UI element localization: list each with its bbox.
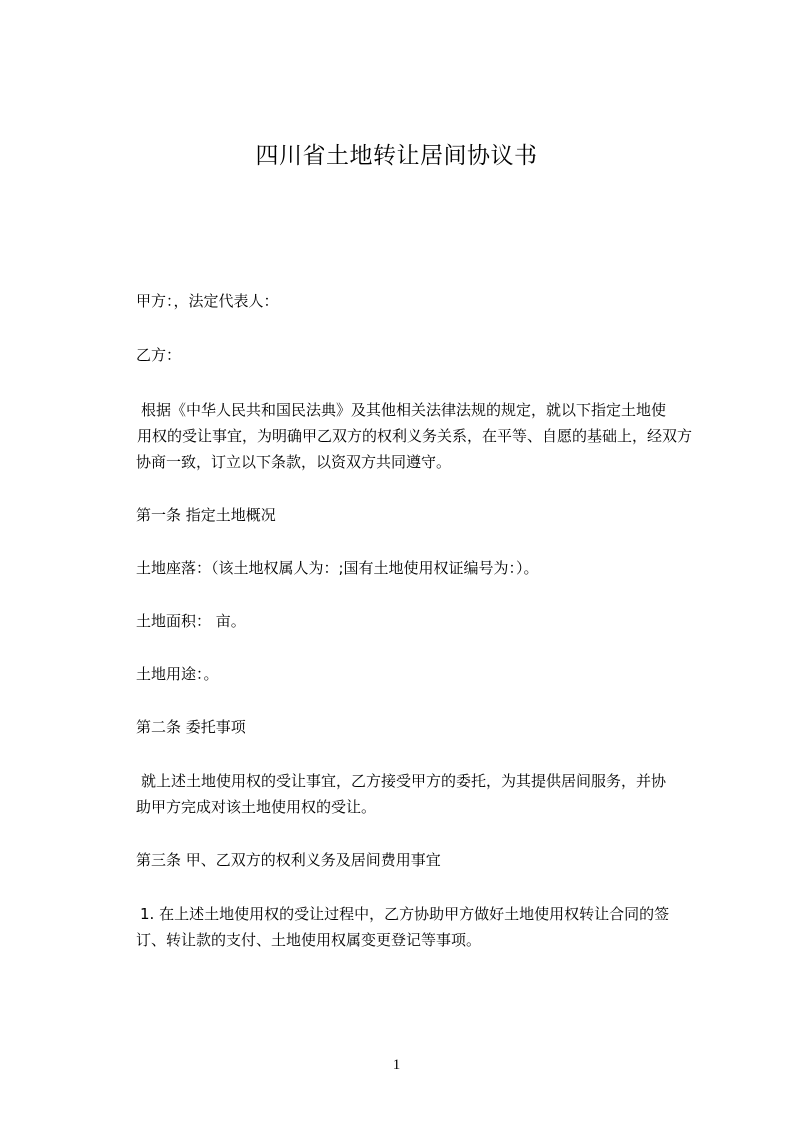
preamble-line: 用权的受让事宜，为明确甲乙双方的权利义务关系，在平等、自愿的基础上，经双方 (137, 427, 693, 445)
document-title: 四川省土地转让居间协议书 (255, 143, 538, 169)
article-3-item-line: 1. 在上述土地使用权的受让过程中，乙方协助甲方做好土地使用权转让合同的签 (140, 905, 670, 923)
article-3-item-line: 订、转让款的支付、土地使用权属变更登记等事项。 (136, 931, 482, 949)
page-number: 1 (392, 1057, 401, 1073)
land-location-line: 土地座落：（该土地权属人为：;国有土地使用权证编号为：）。 (136, 559, 539, 577)
article-2-line: 助甲方完成对该土地使用权的受让。 (136, 798, 377, 816)
article-3-heading: 第三条 甲、乙双方的权利义务及居间费用事宜 (136, 851, 441, 869)
land-area-line: 土地面积： 亩。 (136, 612, 246, 630)
preamble-line: 根据《中华人民共和国民法典》及其他相关法律法规的规定，就以下指定土地使 (141, 401, 667, 419)
article-2-line: 就上述土地使用权的受让事宜，乙方接受甲方的委托，为其提供居间服务，并协 (141, 772, 667, 790)
party-a-line: 甲方：，法定代表人： (136, 292, 279, 310)
party-b-line: 乙方： (136, 346, 182, 364)
article-2-heading: 第二条 委托事项 (136, 718, 246, 736)
preamble-line: 协商一致，订立以下条款，以资双方共同遵守。 (136, 453, 452, 471)
article-1-heading: 第一条 指定土地概况 (136, 506, 276, 524)
land-usage-line: 土地用途：。 (136, 665, 219, 683)
